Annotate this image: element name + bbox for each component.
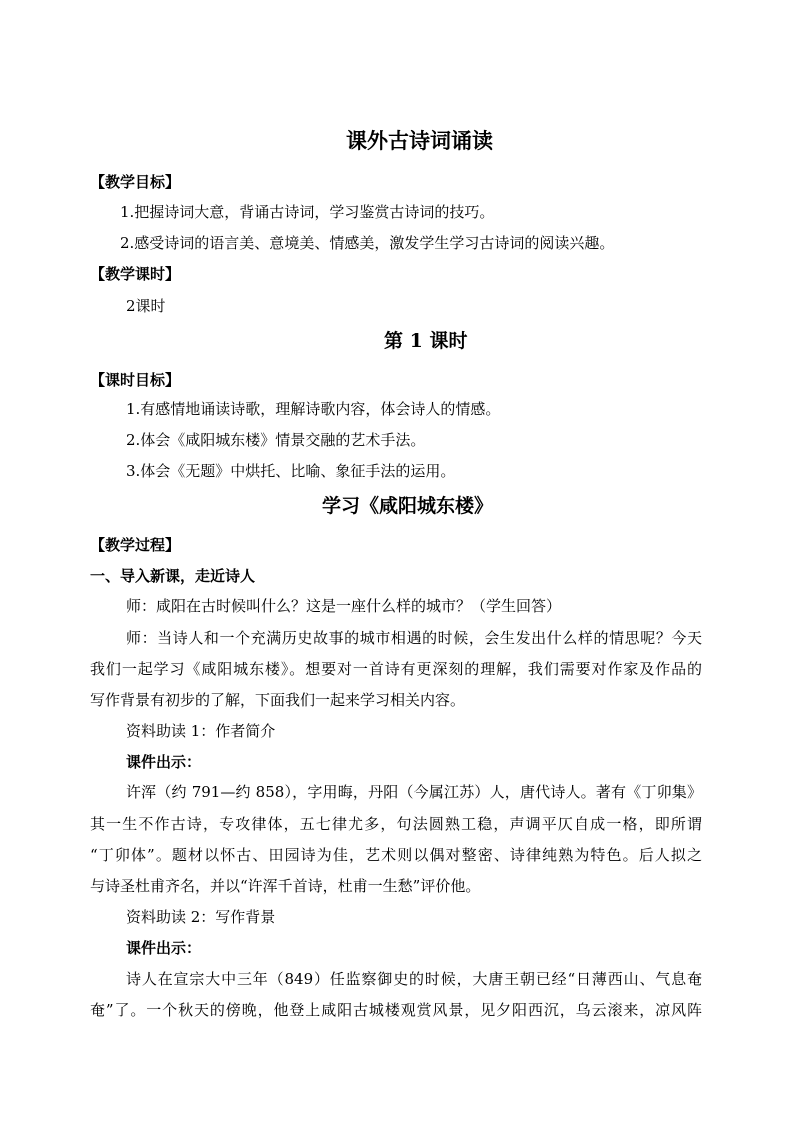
paragraph-2-line-3: 写作背景有初步的了解，下面我们一起来学习相关内容。 — [90, 691, 466, 709]
resource-2-label: 资料助读 2：写作背景 — [126, 908, 276, 926]
lesson-goal-3: 3.体会《无题》中烘托、比喻、象征手法的运用。 — [126, 462, 456, 480]
goal-item-2: 2.感受诗词的语言美、意境美、情感美，激发学生学习古诗词的阅读兴趣。 — [120, 234, 615, 252]
background-line-2: 奄”了。一个秋天的傍晚，他登上咸阳古城楼观赏风景，见夕阳西沉，乌云滚来，凉风阵 — [90, 1001, 702, 1019]
goal-item-1: 1.把握诗词大意，背诵古诗词，学习鉴赏古诗词的技巧。 — [120, 203, 495, 221]
paragraph-1: 师：咸阳在古时候叫什么？这是一座什么样的城市？（学生回答） — [126, 597, 562, 615]
bio-line-2: 其一生不作古诗，专攻律体，五七律尤多，句法圆熟工稳，声调平仄自成一格，即所谓 — [90, 815, 702, 833]
background-line-1: 诗人在宣宗大中三年（849）任监察御史的时候，大唐王朝已经“日薄西山、气息奄 — [126, 970, 702, 988]
hours-value: 2课时 — [126, 297, 166, 315]
study-title: 学习《咸阳城东楼》 — [322, 495, 494, 517]
section-heading-1: 一、导入新课，走近诗人 — [90, 567, 256, 585]
goals-heading: 【教学目标】 — [90, 173, 181, 191]
bio-line-4: 与诗圣杜甫齐名，并以“许浑千首诗，杜甫一生愁”评价他。 — [90, 877, 481, 895]
paragraph-2-line-2: 我们一起学习《咸阳城东楼》。想要对一首诗有更深刻的理解，我们需要对作家及作品的 — [90, 660, 702, 678]
bio-line-1: 许浑（约 791—约 858），字用晦，丹阳（今属江苏）人，唐代诗人。著有《丁卯集》 — [126, 783, 702, 801]
hours-heading: 【教学课时】 — [90, 265, 181, 283]
courseware-label-2: 课件出示： — [126, 939, 202, 957]
document-title: 课外古诗词诵读 — [346, 128, 493, 153]
bio-line-3: “丁卯体”。题材以怀古、田园诗为佳，艺术则以偶对整密、诗律纯熟为特色。后人拟之 — [90, 846, 702, 864]
lesson-goal-1: 1.有感情地诵读诗歌，理解诗歌内容，体会诗人的情感。 — [126, 400, 501, 418]
lesson-goal-2: 2.体会《咸阳城东楼》情景交融的艺术手法。 — [126, 431, 426, 449]
paragraph-2-line-1: 师：当诗人和一个充满历史故事的城市相遇的时候，会生发出什么样的情思呢？今天 — [126, 629, 702, 647]
process-heading: 【教学过程】 — [90, 536, 181, 554]
lesson-goals-heading: 【课时目标】 — [90, 371, 181, 389]
resource-1-label: 资料助读 1：作者简介 — [126, 722, 276, 740]
lesson-title: 第 1 课时 — [384, 330, 468, 352]
courseware-label-1: 课件出示： — [126, 753, 202, 771]
